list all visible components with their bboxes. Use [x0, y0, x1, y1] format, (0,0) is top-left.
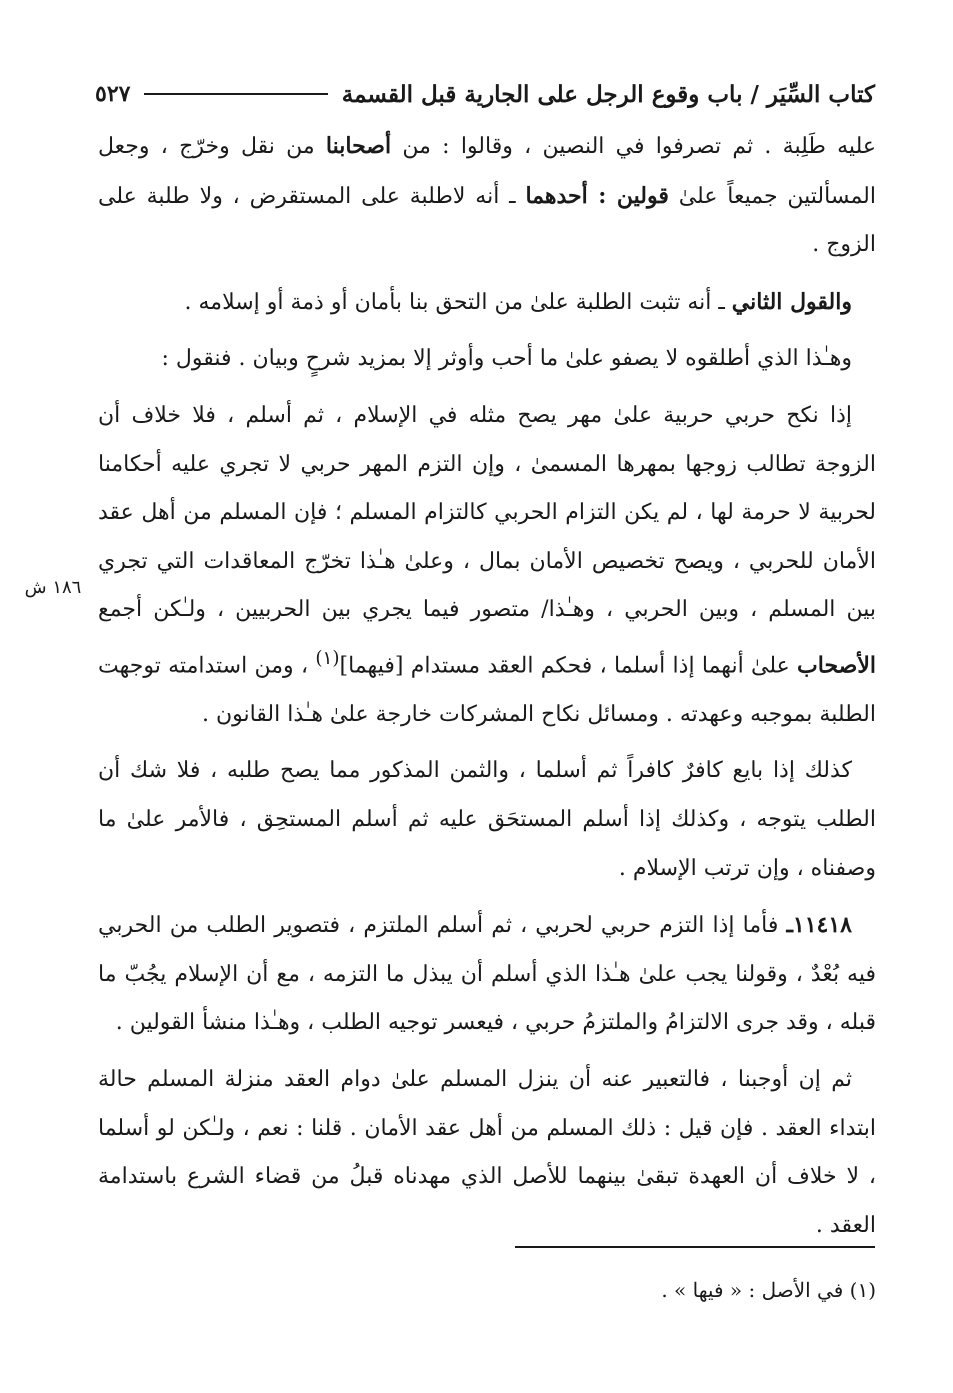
main-text	[98, 122, 876, 1250]
p4-bold-ashab: الأصحاب	[797, 652, 877, 679]
page-number: ٥٢٧	[95, 81, 131, 107]
p1-bold-ashabuna: أصحابنا	[325, 133, 392, 159]
p2-text: ـ أنه تثبت الطلبة علىٰ من التحق بنا بأمان أو ذمة أو إسلامه .	[184, 289, 732, 315]
paragraph-gap	[98, 270, 876, 278]
paragraph-gap	[98, 893, 876, 901]
p1-text-a: عليه طَلِبة . ثم تصرفوا في النصين ، وقالوا : من	[391, 134, 876, 159]
p4-text-c: علىٰ أنهما إذا أسلما ، فحكم العقد مستدام [فيهما]	[339, 653, 798, 679]
manuscript-folio-note: ١٨٦ ش	[24, 577, 82, 598]
paragraph-1	[98, 122, 876, 270]
paragraph-3: وهـٰذا الذي أطلقوه لا يصفو علىٰ ما أحب وأوثر إلا بمزيد شرحٍ وبيان . فنقول :	[161, 346, 852, 372]
issue-number: ١١٤١٨ـ	[786, 912, 852, 939]
p1-text-c: من نقل وخرّج ، وجعل المسألتين جميعاً علىٰ	[98, 134, 876, 209]
paragraph-2	[98, 278, 876, 328]
p4-text-a: إذا نكح حربي حربية علىٰ مهر يصح مثله في الإسلام ، ثم أسلم ، فلا خلاف أن الزوجة تطالب زوجها بمهرها المسمىٰ ، وإن التزم المهر حربي لا تجري عليه أحكامنا لحربية لا حرمة لها ، لم يكن التزام الحربي كالتزام المسلم ؛ فإن المسلم من أهل عقد الأمان للحربي ، ويصح تخصيص الأمان بمال ، وعلىٰ هـٰذا تخرّج المعاقدات التي تجري بين المسلم ، وبين الحربي ، وهـٰذا/ متصور فيما يجري بين الحربيين ، ولـٰكن أجمع	[98, 402, 876, 623]
p2-bold-second-view: والقول الثاني	[731, 288, 852, 315]
running-header	[95, 70, 875, 118]
paragraph-gap	[98, 327, 876, 335]
paragraph-gap	[98, 739, 876, 747]
footnote	[400, 1270, 876, 1310]
paragraph-5: كذلك إذا بايع كافرٌ كافراً ثم أسلما ، والثمن المذكور مما يصح طلبه ، فلا شك أن الطلب يتوجه ، وكذلك إذا أسلم المستحَق عليه ثم أسلم المستحِق ، فالأمر علىٰ ما وصفناه ، وإن ترتب الإسلام .	[98, 758, 876, 881]
p1-bold-qawlayn: قولين : أحدهما	[525, 182, 669, 209]
p1-text-e: ـ أنه لاطلبة على المستقرض ، ولا طلبة على الزوج .	[98, 183, 876, 258]
header-rule	[144, 93, 327, 95]
paragraph-gap	[98, 384, 876, 392]
paragraph-4	[98, 392, 876, 739]
paragraph-6	[98, 901, 876, 1048]
p4-text-d: ، ومن استدامته توجهت الطلبة بموجبه وعهدته . ومسائل نكاح المشركات خارجة علىٰ هـٰذا القانون .	[98, 653, 876, 727]
paragraph-7: ثم إن أوجبنا ، فالتعبير عنه أن ينزل المسلم علىٰ دوام العقد منزلة المسلم حالة ابتداء العقد . فإن قيل : ذلك المسلم من أهل عقد الأمان . قلنا : نعم ، ولـٰكن لو أسلما ، لا خلاف أن العهدة تبقىٰ بينهما للأصل الذي مهدناه قبلُ من قضاء الشرع باستدامة العقد .	[98, 1067, 876, 1238]
p6-text: فأما إذا التزم حربي لحربي ، ثم أسلم الملتزم ، فتصوير الطلب من الحربي فيه بُعْدٌ ، وقولنا يجب علىٰ هـٰذا الذي أسلم أن يبذل ما التزمه ، مع أن الإسلام يجُبّ ما قبله ، وقد جرى الالتزامُ والملتزمُ حربي ، فيعسر توجيه الطلب ، وهـٰذا منشأ القولين .	[98, 913, 876, 1036]
paragraph-gap	[98, 1048, 876, 1056]
footnote-reference[interactable]: (١)	[315, 647, 340, 669]
footnote-separator	[515, 1246, 875, 1248]
footnote-text: في الأصل : « فيها » .	[661, 1278, 844, 1302]
footnote-number: (١)	[849, 1278, 876, 1302]
header-title: كتاب السِّيَر / باب وقوع الرجل على الجارية قبل القسمة	[341, 80, 875, 108]
